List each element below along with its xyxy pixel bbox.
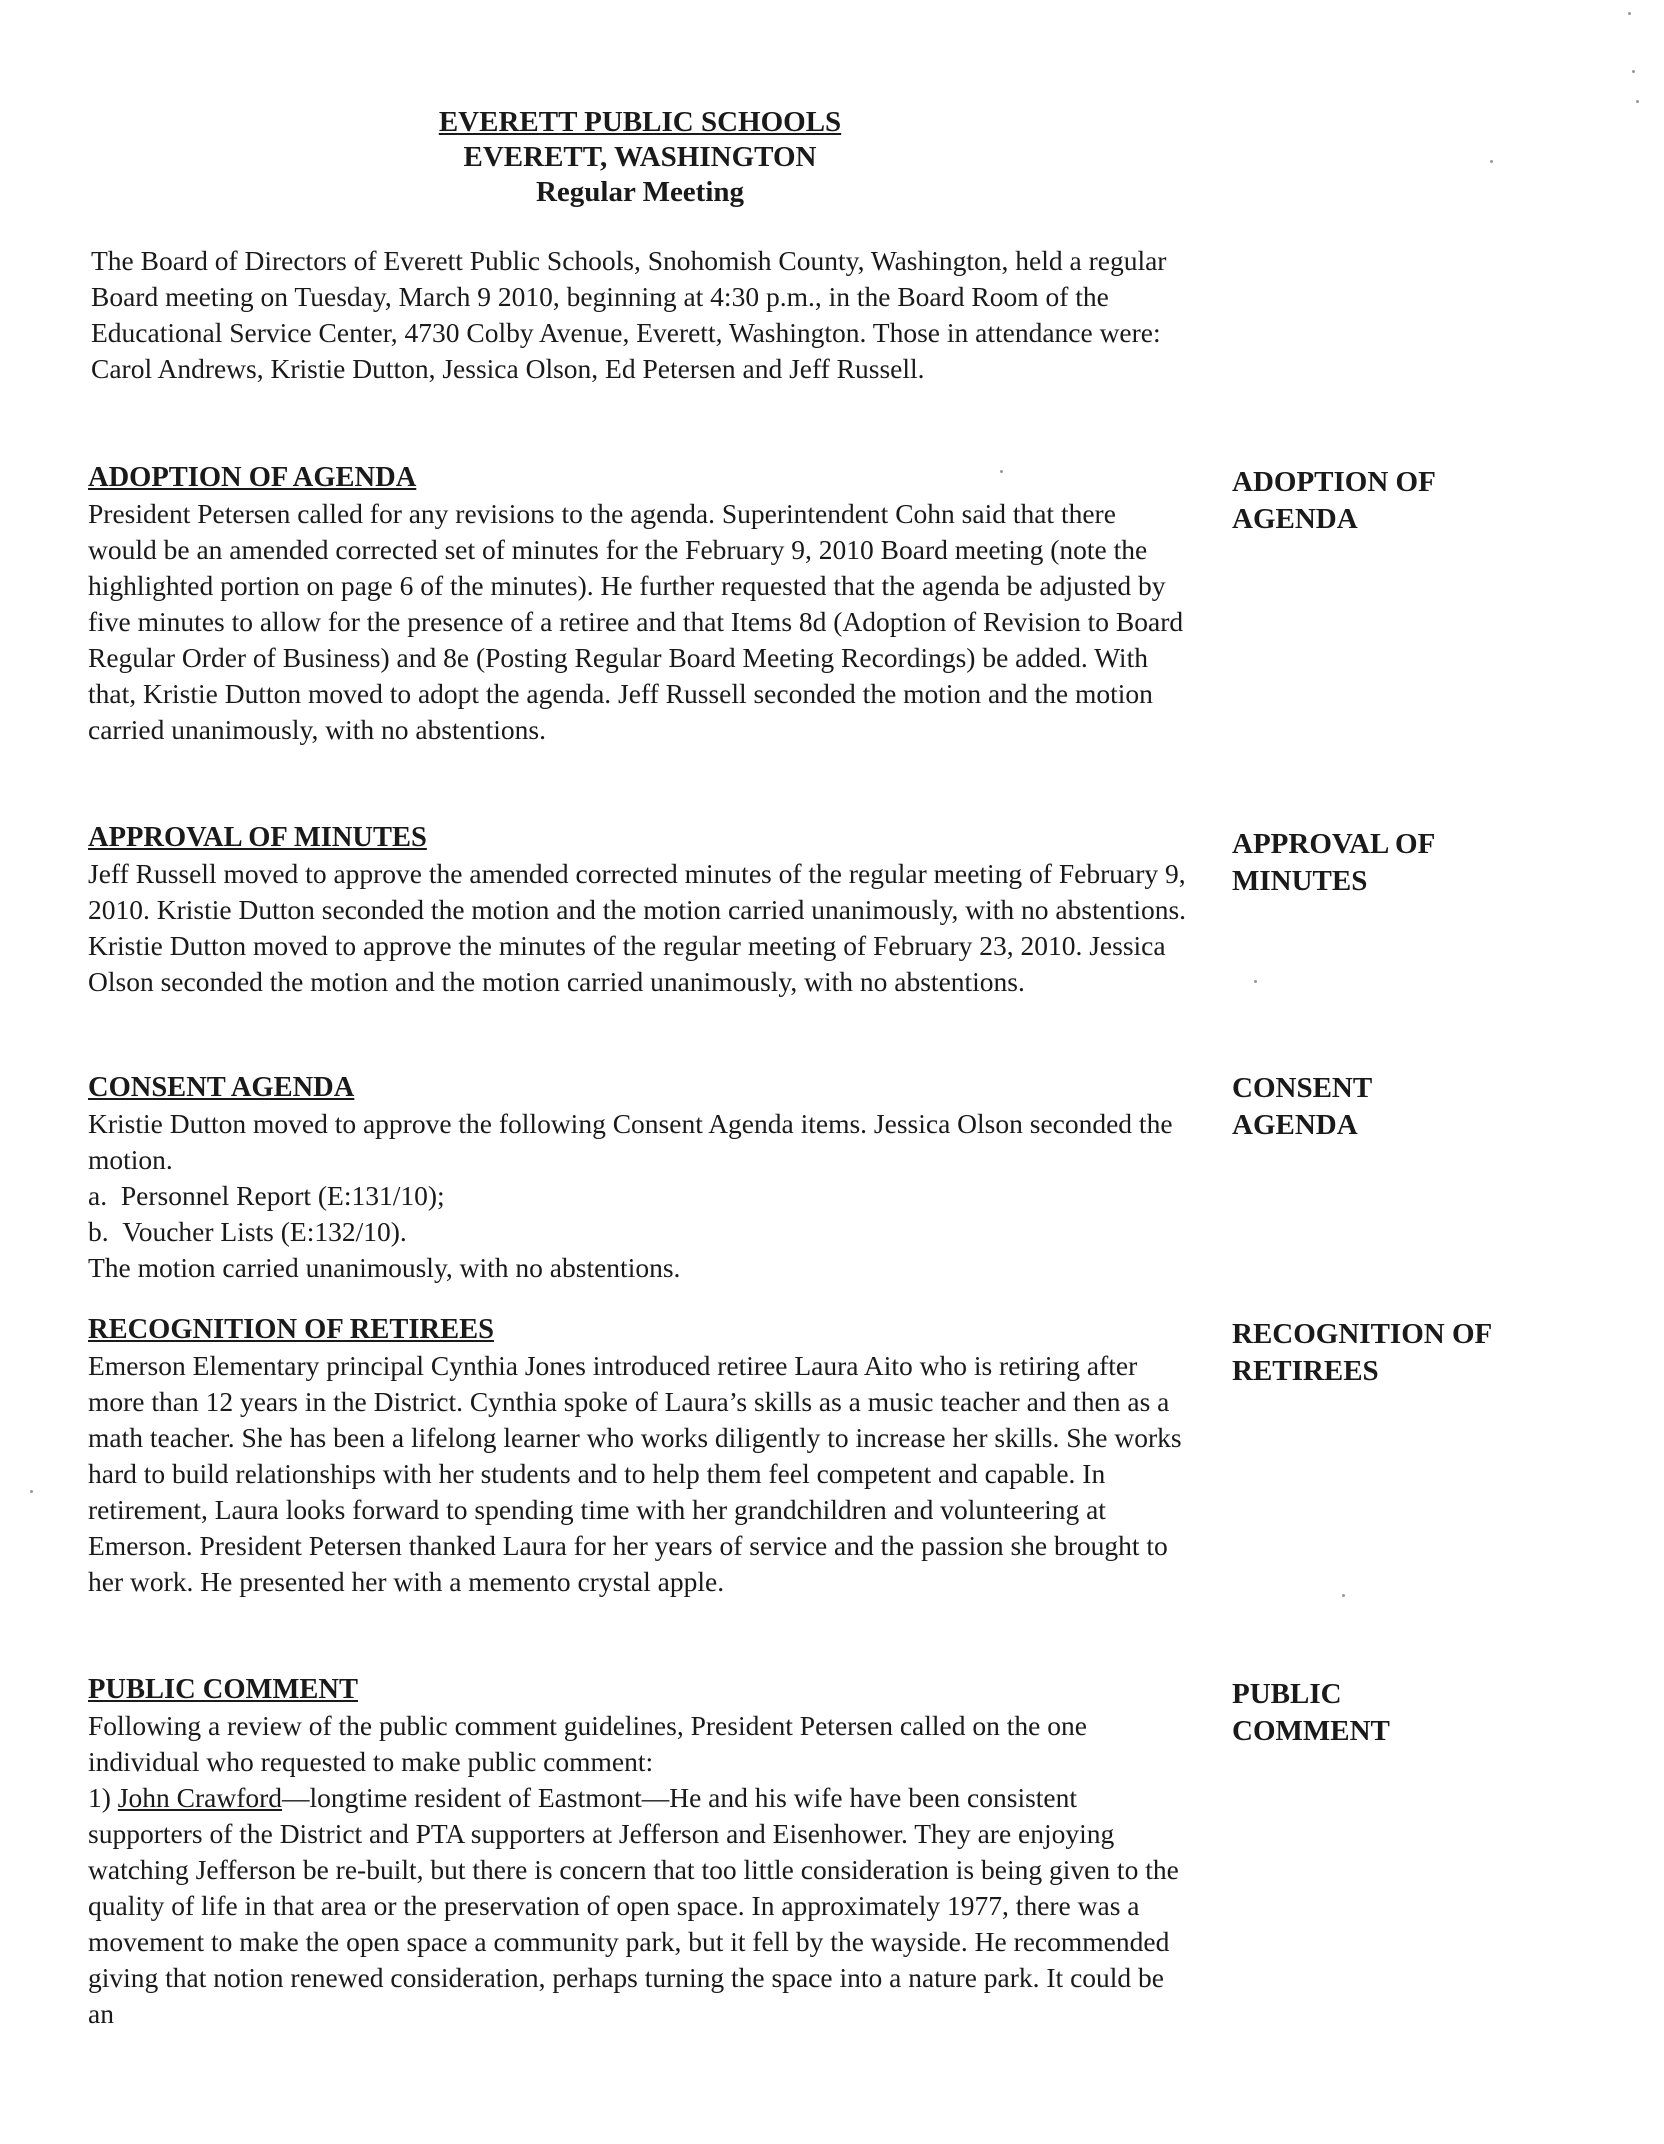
document-header	[300, 105, 980, 210]
section-adoption-of-agenda	[88, 460, 1188, 748]
margin-label-line: AGENDA	[1232, 1109, 1358, 1141]
intro-paragraph: The Board of Directors of Everett Public Schools, Snohomish County, Washington, held a regular Board meeting on Tuesday, March 9 2010, beginning at 4:30 p.m., in the Board Room of the Educational Service Center, 4730 Colby Avenue, Everett, Washington. Those in attendance were: Carol Andrews, Kristie Dutton, Jessica Olson, Ed Petersen and Jeff Russell.	[91, 245, 1167, 384]
header-meeting-type: Regular Meeting	[535, 176, 745, 208]
scan-speck	[30, 1490, 33, 1493]
section-heading: APPROVAL OF MINUTES	[88, 822, 427, 853]
section-public-comment	[88, 1672, 1188, 2032]
scan-speck	[1636, 100, 1639, 103]
header-location: EVERETT, WASHINGTON	[463, 141, 817, 173]
margin-label-minutes	[1232, 826, 1532, 900]
comment-entry	[88, 1780, 1188, 2032]
section-approval-of-minutes	[88, 820, 1188, 1000]
margin-label-line: APPROVAL OF	[1232, 828, 1436, 860]
section-body: Following a review of the public comment guidelines, President Petersen called on the one individual who requested to make public comment:	[88, 1710, 1087, 1777]
margin-label-line: AGENDA	[1232, 503, 1358, 535]
margin-label-line: MINUTES	[1232, 865, 1368, 897]
section-heading: RECOGNITION OF RETIREES	[88, 1314, 494, 1345]
margin-label-public-comment	[1232, 1676, 1532, 1750]
section-body: Jeff Russell moved to approve the amended corrected minutes of the regular meeting of February 9, 2010. Kristie Dutton seconded the motion and the motion carried unanimously, with no abstentions. Kristie Dutton moved to approve the minutes of the regular meeting of February 23, 2010. Jessica Olson seconded the motion and the motion carried unanimously, with no abstentions.	[88, 858, 1187, 997]
section-body: Emerson Elementary principal Cynthia Jones introduced retiree Laura Aito who is retiring after more than 12 years in the District. Cynthia spoke of Laura’s skills as a music teacher and then as a math teacher. She has been a lifelong learner who works diligently to increase her skills. She works hard to build relationships with her students and to help them feel competent and capable. In retirement, Laura looks forward to spending time with her grandchildren and volunteering at Emerson. President Petersen thanked Laura for her years of service and the passion she brought to her work. He presented her with a memento crystal apple.	[88, 1350, 1182, 1597]
scan-speck	[1490, 160, 1493, 163]
margin-label-line: COMMENT	[1232, 1715, 1390, 1747]
section-closing: The motion carried unanimously, with no abstentions.	[88, 1252, 681, 1283]
margin-label-line: RETIREES	[1232, 1355, 1379, 1387]
section-consent-agenda	[88, 1070, 1188, 1286]
scan-speck	[1254, 980, 1257, 983]
commenter-name: John Crawford	[117, 1782, 283, 1813]
margin-label-retirees	[1232, 1316, 1532, 1390]
section-heading: CONSENT AGENDA	[88, 1072, 355, 1103]
list-item: a. Personnel Report (E:131/10);	[88, 1180, 445, 1211]
margin-label-line: PUBLIC	[1232, 1678, 1342, 1710]
list-item: b. Voucher Lists (E:132/10).	[88, 1216, 407, 1247]
scan-speck	[1632, 70, 1635, 73]
margin-label-line: ADOPTION OF	[1232, 466, 1436, 498]
comment-number: 1)	[88, 1782, 118, 1813]
section-heading: PUBLIC COMMENT	[88, 1674, 358, 1705]
margin-label-line: CONSENT	[1232, 1072, 1373, 1104]
scan-speck	[1342, 1594, 1345, 1597]
scan-speck	[1000, 470, 1003, 473]
section-recognition-of-retirees	[88, 1312, 1188, 1600]
margin-label-adoption	[1232, 464, 1532, 538]
section-body: Kristie Dutton moved to approve the following Consent Agenda items. Jessica Olson seconded the motion.	[88, 1108, 1173, 1175]
margin-label-line: RECOGNITION OF	[1232, 1318, 1493, 1350]
margin-label-consent	[1232, 1070, 1532, 1144]
header-district: EVERETT PUBLIC SCHOOLS	[438, 106, 842, 138]
scan-speck	[1628, 12, 1631, 15]
section-body: President Petersen called for any revisions to the agenda. Superintendent Cohn said that there would be an amended corrected set of minutes for the February 9, 2010 Board meeting (note the highlighted portion on page 6 of the minutes). He further requested that the agenda be adjusted by five minutes to allow for the presence of a retiree and that Items 8d (Adoption of Revision to Board Regular Order of Business) and 8e (Posting Regular Board Meeting Recordings) be added. With that, Kristie Dutton moved to adopt the agenda. Jeff Russell seconded the motion and the motion carried unanimously, with no abstentions.	[88, 498, 1184, 745]
comment-text: —longtime resident of Eastmont—He and his wife have been consistent supporters of the District and PTA supporters at Jefferson and Eisenhower. They are enjoying watching Jefferson be re-built, but there is concern that too little consideration is being given to the quality of life in that area or the preservation of open space. In approximately 1977, there was a movement to make the open space a community park, but it fell by the wayside. He recommended giving that notion renewed consideration, perhaps turning the space into a nature park. It could be an	[88, 1782, 1179, 2029]
section-heading: ADOPTION OF AGENDA	[88, 462, 417, 493]
